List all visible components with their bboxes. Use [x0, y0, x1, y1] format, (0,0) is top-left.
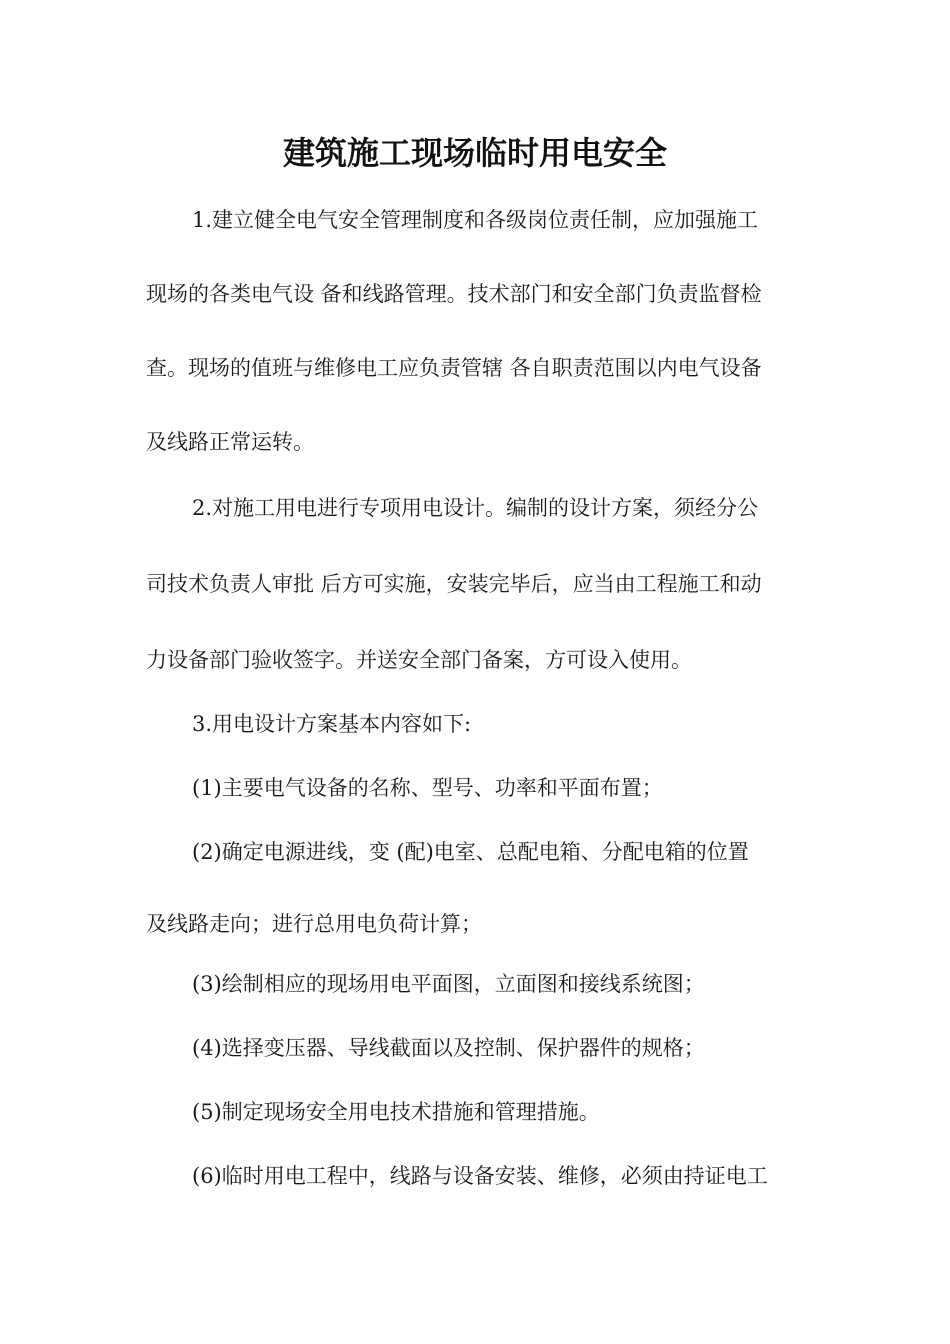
paragraph-2 [146, 484, 808, 700]
paragraph-3 [146, 700, 808, 764]
text-line: 力设备部门验收签字。并送安全部门备案，方可设入使用。 [146, 648, 692, 672]
text-line: (1)主要电气设备的名称、型号、功率和平面布置； [192, 776, 663, 800]
text-line: 2.对施工用电进行专项用电设计。编制的设计方案，须经分公 [192, 496, 759, 520]
paragraph-7 [146, 1024, 808, 1088]
text-line: 3.用电设计方案基本内容如下: [192, 712, 472, 736]
paragraph-8 [146, 1088, 808, 1152]
paragraph-9 [146, 1152, 808, 1216]
text-line: (6)临时用电工程中，线路与设备安装、维修，必须由持证电工 [192, 1164, 768, 1188]
paragraph-1 [146, 196, 808, 484]
text-line: (2)确定电源进线，变 (配)电室、总配电箱、分配电箱的位置 [192, 840, 749, 864]
text-line: 1.建立健全电气安全管理制度和各级岗位责任制，应加强施工 [192, 208, 759, 232]
text-line: 司技术负责人审批 后方可实施，安装完毕后，应当由工程施工和动 [146, 572, 762, 596]
paragraph-6 [146, 960, 808, 1024]
text-line: (4)选择变压器、导线截面以及控制、保护器件的规格； [192, 1036, 705, 1060]
paragraph-4 [146, 764, 808, 828]
text-line: 及线路正常运转。 [146, 430, 314, 454]
text-line: 及线路走向；进行总用电负荷计算； [146, 912, 482, 936]
paragraph-5 [146, 828, 808, 960]
document-title: 建筑施工现场临时用电安全 [282, 134, 667, 172]
text-line: (5)制定现场安全用电技术措施和管理措施。 [192, 1100, 600, 1124]
text-line: 查。现场的值班与维修电工应负责管辖 各自职责范围以内电气设备 [146, 356, 762, 380]
text-line: 现场的各类电气设 备和线路管理。技术部门和安全部门负责监督检 [146, 282, 762, 306]
document-body [146, 196, 808, 1216]
text-line: (3)绘制相应的现场用电平面图，立面图和接线系统图； [192, 972, 705, 996]
